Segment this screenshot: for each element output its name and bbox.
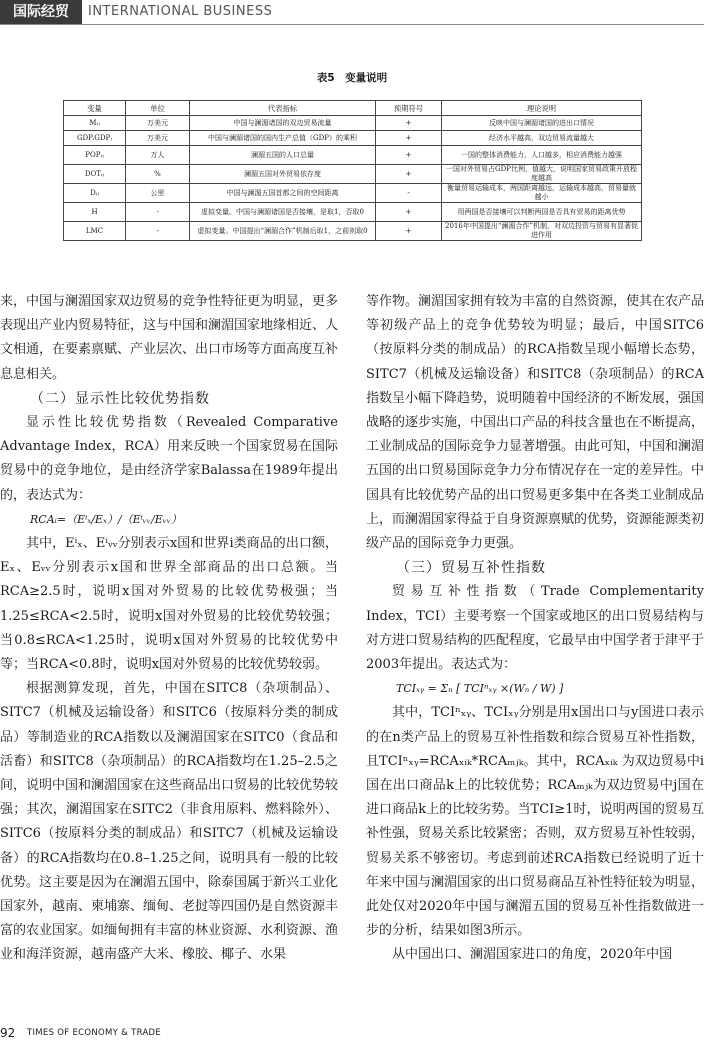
formula: RCAᵢ=（Eⁱₓ/Eₓ）/（Eⁱᵥᵥ/Eᵥᵥ） — [30, 512, 182, 526]
table-row — [64, 184, 642, 203]
table-cell: 2016年中国提出“澜湄合作”机制，对双边投资与贸易有显著促进作用 — [442, 222, 642, 241]
header-rule — [0, 24, 704, 25]
table-header-cell: 理论说明 — [442, 101, 642, 116]
table-cell: 经济水平越高，双边贸易流量越大 — [442, 131, 642, 146]
body-paragraph: 显示性比较优势指数（Revealed Comparative Advantage Index，RCA）用来反映一个国家贸易在国际贸易中的竞争地位，是由经济学家Balassa在1989年提出的，表达式为： — [0, 415, 338, 503]
body-paragraph: 从中国出口、澜湄国家进口的角度，2020年中国 — [392, 947, 673, 963]
table-cell: DOTᵢⱼ — [64, 165, 126, 184]
table-cell: - — [126, 222, 190, 241]
table-cell: 万人 — [126, 146, 190, 165]
table-cell: + — [376, 165, 442, 184]
table-row — [64, 146, 642, 165]
table-cell: 衡量贸易运输成本，两国距离越远，运输成本越高，贸易量就越小 — [442, 184, 642, 203]
table-row — [64, 222, 642, 241]
table-cell: 中国与澜湄五国首都之间的空间距离 — [190, 184, 376, 203]
table-cell: 一国的整体消费能力，人口越多，相应消费能力越强 — [442, 146, 642, 165]
table-cell: 中国与澜湄诸国的国内生产总值（GDP）的乘积 — [190, 131, 376, 146]
table-caption: 表5 变量说明 — [316, 72, 388, 84]
body-paragraph: 其中，TCIⁿₓᵧ、TCIₓᵧ分别是用x国出口与y国进口表示的在n类产品上的贸易互补性指数和综合贸易互补性指数，且TCIⁿₓᵧ=RCAₓᵢₖ*RCAₘⱼₖ。其中，RCAₓᵢₖ 为双边贸易中i国在出口商品k上的比较优势；RCAₘⱼₖ为双边贸易中j国在进口商品k上的比较劣势。当TCI≥1时，说明两国的贸易互补性强，贸易关系比较紧密；否则，双方贸易互补性较弱，贸易关系不够密切。考虑到前述RCA指数已经说明了近十年来中国与澜湄国家的出口贸易商品互补性特征较为明显，此处仅对2020年中国与澜湄五国的贸易互补性指数做进一步的分析，结果如图3所示。 — [366, 705, 704, 939]
body-paragraph: 其中，Eⁱₓ、Eⁱᵥᵥ分别表示x国和世界i类商品的出口额，Eₓ、Eᵥᵥ分别表示x国和世界全部商品的出口总额。当RCA≥2.5时，说明x国对外贸易的比较优势极强；当1.25≤RCA<2.5时，说明x国对外贸易的比较优势较强；当0.8≤RCA<1.25时，说明x国对外贸易的比较优势中等；当RCA<0.8时，说明x国对外贸易的比较优势较弱。 — [0, 536, 338, 673]
table-header-cell: 单位 — [126, 101, 190, 116]
table-cell: H — [64, 203, 126, 222]
body-paragraph: 来，中国与澜湄国家双边贸易的竞争性特征更为明显，更多表现出产业内贸易特征，这与中国和澜湄国家地缘相近、人文相通，在要素禀赋、产业层次、出口市场等方面高度互补息息相关。 — [0, 294, 339, 382]
table-cell: Mᵢⱼ — [64, 116, 126, 131]
left-column — [0, 290, 338, 968]
table-header-cell: 变量 — [64, 101, 126, 116]
section-heading: （三）贸易互补性指数 — [396, 560, 546, 577]
right-column — [366, 290, 704, 968]
table-cell: 澜湄五国对外贸易依存度 — [190, 165, 376, 184]
table-cell: % — [126, 165, 190, 184]
table-cell: - — [376, 184, 442, 203]
table-cell: 一国对外贸易占GDP比例，值越大，说明国家贸易政策开放程度越高 — [442, 165, 642, 184]
table-cell: + — [376, 146, 442, 165]
table-cell: - — [126, 203, 190, 222]
table-cell: 澜湄五国的人口总量 — [190, 146, 376, 165]
table-cell: LMC — [64, 222, 126, 241]
section-heading: （二）显示性比较优势指数 — [30, 390, 210, 407]
table-cell: 万美元 — [126, 116, 190, 131]
formula: TCIₓᵧ = Σₙ [ TCIⁿₓᵧ ×(Wₙ / W) ] — [396, 682, 564, 696]
table-row — [64, 165, 642, 184]
table-cell: GDPᵢGDPⱼ — [64, 131, 126, 146]
table-cell: + — [376, 116, 442, 131]
body-paragraph: 贸易互补性指数（Trade Complementarity Index，TCI）主要考察一个国家或地区的出口贸易结构与对方进口贸易结构的匹配程度，它最早由中国学者于津平于2003年提出。表达式为： — [366, 584, 704, 673]
table-cell: + — [376, 222, 442, 241]
table-cell: 虚拟变量。中国提出“澜湄合作”机制后取1，之前则取0 — [190, 222, 376, 241]
table-cell: POPᵢⱼ — [64, 146, 126, 165]
running-header — [0, 0, 704, 26]
body-paragraph: 等作物。澜湄国家拥有较为丰富的自然资源，使其在农产品等初级产品上的竞争优势较为明显；最后，中国SITC6（按原料分类的制成品）的RCA指数呈现小幅增长态势，SITC7（机械及运输设备）和SITC8（杂项制品）的RCA指数呈小幅下降趋势，说明随着中国经济的不断发展，强国战略的逐步实施，中国出口产品的科技含量也在不断提高，工业制成品的国际竞争力显著增强。由此可知，中国和澜湄五国的出口贸易国际竞争力分布情况存在一定的差异性。中国具有比较优势产品的出口贸易更多集中在各类工业制成品上，而澜湄国家得益于自身资源禀赋的优势，资源能源类初级产品的国际竞争力更强。 — [366, 294, 704, 552]
table-row — [64, 116, 642, 131]
journal-name: TIMES OF ECONOMY & TRADE — [27, 1028, 162, 1038]
variable-table — [63, 100, 642, 241]
body-paragraph: 根据测算发现，首先，中国在SITC8（杂项制品）、SITC7（机械及运输设备）和SITC6（按原料分类的制成品）等制造业的RCA指数以及澜湄国家在SITC0（食品和活畜）和SITC8（杂项制品）的RCA指数均在1.25–2.5之间，说明中国和澜湄国家在这些商品出口贸易的比较优势较强；其次，澜湄国家在SITC2（非食用原料、燃料除外）、SITC6（按原料分类的制成品）和SITC7（机械及运输设备）的RCA指数均在0.8–1.25之间，说明具有一般的比较优势。这主要是因为在澜湄五国中，除泰国属于新兴工业化国家外，越南、柬埔寨、缅甸、老挝等四国仍是自然资源丰富的农业国家。如缅甸拥有丰富的林业资源、水利资源、渔业和海洋资源，越南盛产大米、橡胶、椰子、水果 — [0, 681, 339, 963]
table-cell: 虚拟变量。中国与澜湄诸国是否接壤，是取1，否取0 — [190, 203, 376, 222]
table-row — [64, 131, 642, 146]
table-cell: + — [376, 203, 442, 222]
table-cell: Dᵢⱼ — [64, 184, 126, 203]
table-cell: 公里 — [126, 184, 190, 203]
section-tag: 国际经贸 — [0, 0, 82, 24]
table-row — [64, 203, 642, 222]
table-header-cell: 代表指标 — [190, 101, 376, 116]
section-name-english: INTERNATIONAL BUSINESS — [88, 4, 273, 19]
table-header-cell: 预期符号 — [376, 101, 442, 116]
table-cell: 用两国是否接壤可以判断两国是否具有贸易的距离优势 — [442, 203, 642, 222]
page-number: 92 — [0, 1026, 16, 1040]
page-footer — [0, 1024, 704, 1042]
table-cell: 反映中国与澜湄诸国的进出口情况 — [442, 116, 642, 131]
table-cell: + — [376, 131, 442, 146]
table-cell: 万美元 — [126, 131, 190, 146]
table-header-row — [64, 101, 642, 116]
table-cell: 中国与澜湄诸国的双边贸易流量 — [190, 116, 376, 131]
